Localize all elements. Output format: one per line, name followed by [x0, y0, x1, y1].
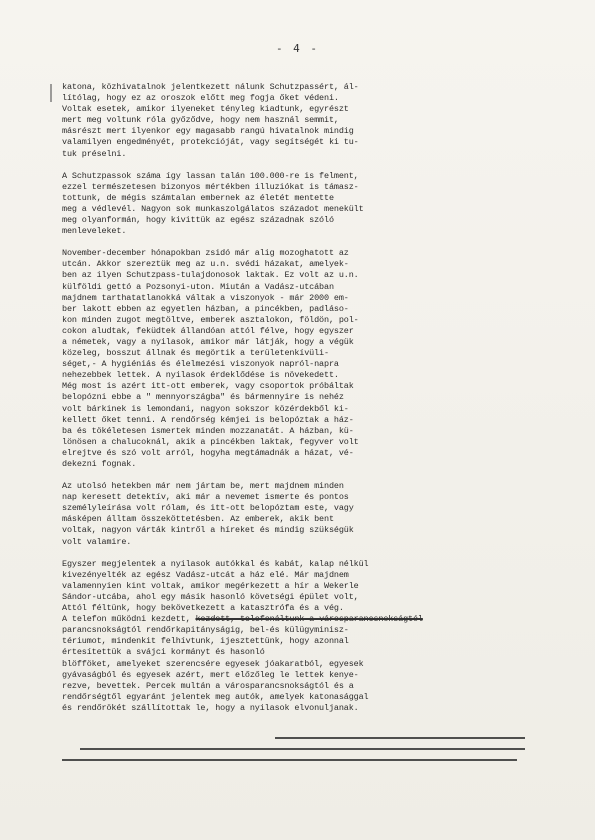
text-line: November-december hónapokban zsidó már alig mozoghatott az [62, 248, 349, 259]
text-line: nap keresett detektív, aki már a nevemet ismerte és pontos [62, 492, 349, 503]
text-line: kivezényelték az egész Vadász-utcát a ház elé. Már majdnem [62, 569, 349, 580]
handwritten-underline [275, 737, 525, 739]
text-line: meg olyanformán, hogy kivittük az egész századnak szóló [62, 215, 334, 226]
text-line: közeleg, bosszut állnak és megörtik a területenkívüli- [62, 348, 329, 359]
text-line: külföldi gettó a Pozsonyi-uton. Miután a Vadász-utcában [62, 281, 334, 292]
text-line: kon minden zugot megtöltve, emberek asztalokon, földön, pol- [62, 314, 359, 325]
text-line: rendőrségtől egyaránt jelentek meg autók, amelyek katonasággal [62, 691, 369, 702]
text-line: ba és tökéletesen ismertek minden mozzanatát. A házban, kü- [62, 425, 354, 436]
text-line: elrejtve és szó volt arról, hogyha megtámadnák a házat, vé- [62, 447, 354, 458]
text-line: ben az ilyen Schutzpass-tulajdonosok laktak. Ez volt az u.n. [62, 270, 359, 281]
text-line: gyávaságból és egyesek azért, mert előzőleg le lettek kenye- [62, 669, 359, 680]
text-line: A telefon működni kezdett, kezdett, telefonáltunk a városparancsnokságtól [62, 614, 423, 625]
text-line: A Schutzpassok száma így lassan talán 100.000-re is felment, [62, 170, 359, 181]
paragraph-2 [62, 171, 548, 238]
text-line: Attól féltünk, hogy bekövetkezett a katasztrófa és a vég. [62, 603, 344, 614]
text-line: Egyszer megjelentek a nyilasok autókkal és kabát, kalap nélkül [62, 558, 369, 569]
text-line: lönösen a chalucoknál, akik a pincékben laktak, fegyver volt [62, 436, 359, 447]
struck-text: kezdett, telefonáltunk a városparancsnokságtól [195, 614, 423, 625]
text-line: ber lakott ebben az egyetlen házban, a pincékben, padláso- [62, 303, 349, 314]
text-line: nehezebbek lettek. A nyilasok érdeklődése is növekedett. [62, 370, 339, 381]
text-line: katona, közhivatalnok jelentkezett nálunk Schutzpassért, ál- [62, 82, 359, 92]
text-line: séget,- A hygiéniás és élelmezési viszonyok napról-napra [62, 359, 339, 370]
text-line: majdnem tarthatatlanokká váltak a viszonyok - már 2000 em- [62, 292, 349, 303]
text-line: valamilyen engedményét, protekcióját, vagy segítségét ki tu- [62, 137, 359, 148]
text-line: Még most is azért itt-ott emberek, vagy csoportok próbáltak [62, 381, 354, 392]
text-line: személyleírása volt rólam, és itt-ott belopóztam este, vagy [62, 503, 354, 514]
handwritten-underline [80, 748, 525, 750]
paragraph-4 [62, 481, 548, 548]
text-line: a németek, vagy a nyilasok, amikor már látják, hogy a végük [62, 336, 354, 347]
text-line: Voltak esetek, amikor ilyeneket tényleg kiadtunk, egyrészt [62, 104, 349, 115]
document-body [62, 82, 548, 725]
text-line: Sándor-utcába, ahol egy másik hasonló követségi épület volt, [62, 591, 359, 602]
text-line: kellett őket tenni. A rendőrség kémjei is belopóztak a ház- [62, 414, 354, 425]
text-line: cokon aludtak, feküdtek állandóan attól félve, hogy egyszer [62, 325, 354, 336]
text-line: és rendőrökét szállítottak le, hogy a nyilasok elvonuljanak. [62, 702, 359, 713]
text-line: tuk préselni. [62, 148, 127, 159]
paragraph-3 [62, 248, 548, 470]
handwritten-underline [62, 759, 517, 761]
text-line: tottunk, de mégis számtalan embernek az életét mentette [62, 192, 334, 203]
text-line: értesítettük a svájci kormányt és hasonló [62, 647, 265, 658]
paragraph-1 [62, 82, 548, 160]
text-line: volt valamire. [62, 536, 132, 547]
text-line: meg a védlevél. Nagyon sok munkaszolgálatos századot menekült [62, 203, 364, 214]
paragraph-5 [62, 559, 548, 714]
text-line: ezzel természetesen bizonyos mértékben illuziókat is támasz- [62, 181, 359, 192]
text-line: lítólag, hogy ez az oroszok előtt meg fogja őket védeni. [62, 93, 339, 104]
text-line: utcán. Akkor szereztük meg az u.n. svédi házakat, amelyek- [62, 259, 349, 270]
text-line: rezve, bevettek. Percek multán a városparancsnokságtól és a [62, 680, 354, 691]
text-line: menleveleket. [62, 226, 127, 237]
page-number: - 4 - [275, 42, 320, 55]
text-line: másképen álltam összeköttetésben. Az emberek, akik bent [62, 514, 334, 525]
text-line: valamennyien kint voltak, amikor megérkezett a hír a Wekerle [62, 580, 359, 591]
text-line: parancsnokságtól rendőrkapitányságig, bel-és külügyminisz- [62, 625, 349, 636]
text-line: volt bárkinek is lemondani, nagyon sokszor közérdekből ki- [62, 403, 349, 414]
margin-mark [50, 84, 52, 102]
text-line: tériumot, mindenkit felhívtunk, ijesztettünk, hogy azonnal [62, 636, 349, 647]
text-line: Az utolsó hetekben már nem jártam be, mert majdnem minden [62, 481, 344, 492]
text-line: blöfföket, amelyeket szerencsére egyesek jóakaratból, egyesek [62, 658, 364, 669]
text-line: belopózni ebbe a " mennyországba" és bármennyire is nehéz [62, 392, 344, 403]
text-line: mert meg voltunk róla győződve, hogy nem használ semmit, [62, 115, 339, 126]
text-line: voltak, nagyon várták kintről a híreket és mindig szükségük [62, 525, 354, 536]
text-line: dekezni fognak. [62, 459, 137, 469]
text-line: másrészt mert ilyenkor egy magasabb rangú hivatalnok mindig [62, 126, 354, 137]
